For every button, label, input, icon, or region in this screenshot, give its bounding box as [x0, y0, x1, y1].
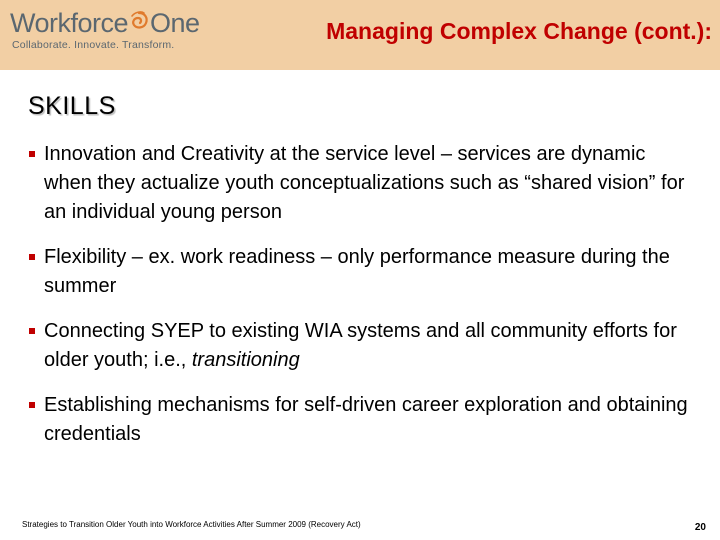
square-bullet-icon [29, 254, 35, 260]
square-bullet-icon [29, 328, 35, 334]
logo-wordmark [10, 8, 200, 38]
bullet-text: Innovation and Creativity at the service level – services are dynamic when they actualize youth conceptualizations such as “shared vision” for an individual young person [44, 143, 685, 223]
logo-swirl-icon [128, 10, 150, 34]
logo-text-one: One [150, 8, 200, 38]
bullet-item [28, 243, 698, 301]
bullet-text: Establishing mechanisms for self-driven career exploration and obtaining credentials [44, 394, 688, 445]
bullet-item [28, 391, 698, 449]
bullet-item [28, 317, 698, 375]
square-bullet-icon [29, 151, 35, 157]
workforce-one-logo [10, 8, 210, 58]
bullet-item [28, 140, 698, 227]
page-number: 20 [694, 522, 706, 533]
header-band [0, 0, 720, 70]
bullet-text-italic: transitioning [191, 349, 300, 371]
logo-tagline: Collaborate. Innovate. Transform. [12, 39, 175, 51]
bullet-text: Connecting SYEP to existing WIA systems and all community efforts for older youth; i.e., [44, 320, 677, 371]
slide-title: Managing Complex Change (cont.): [326, 18, 712, 44]
footer-text: Strategies to Transition Older Youth into Workforce Activities After Summer 2009 (Recovery Act) [22, 520, 361, 529]
bullet-text: Flexibility – ex. work readiness – only performance measure during the summer [44, 246, 670, 297]
square-bullet-icon [29, 402, 35, 408]
logo-text-workforce: Workforce [10, 8, 129, 38]
bullet-list [28, 140, 698, 449]
section-heading: SKILLS [28, 92, 116, 120]
